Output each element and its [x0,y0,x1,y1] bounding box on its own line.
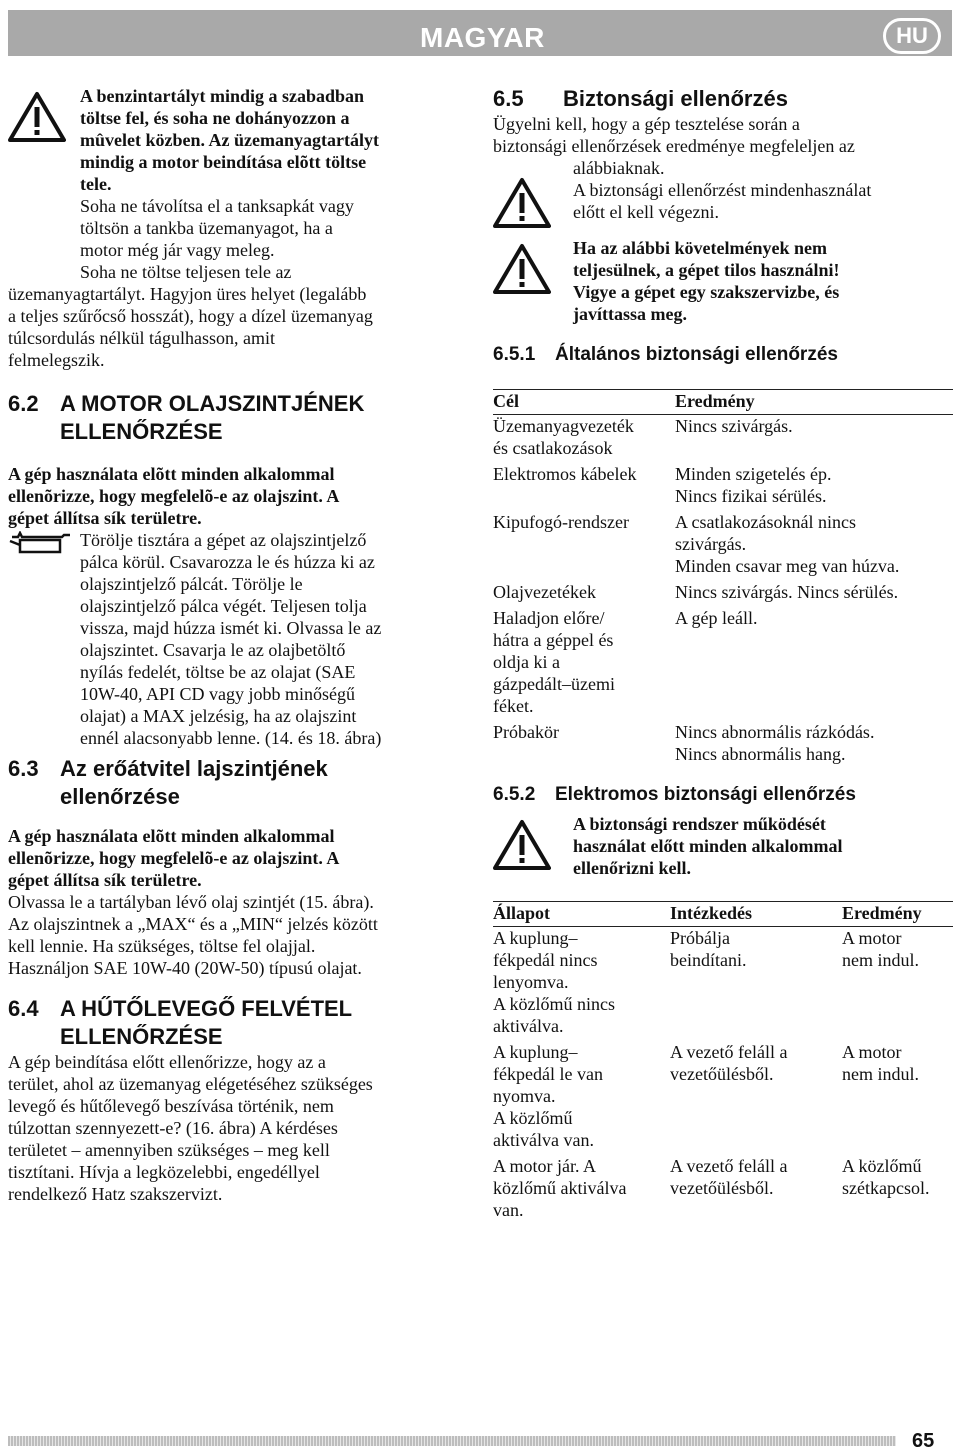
warning-bold-line: javíttassa meg. [573,304,687,324]
body-line: alábbiaknak. [573,158,665,178]
instruction-line: vissza, majd húzza ismét ki. Olvassa le az [80,618,382,638]
electric-safety-table [493,901,953,1225]
instruction-bold: ellenõrizze, hogy megfelelõ-e az olajszint. A [8,848,340,868]
warning-triangle-icon [493,177,551,229]
body-line: területet – amennyiben szükséges – meg kell [8,1140,330,1160]
body-line: tisztítani. Hívja a legközelebbi, engedéllyel [8,1162,320,1182]
warning-bold-line: mûvelet közben. Az üzemanyagtartályt [80,130,379,150]
table-row: Üzemanyagvezeték és csatlakozások Nincs szivárgás. [493,416,793,458]
page-header [8,10,952,56]
instruction-bold: gépet állítsa sík területre. [8,870,202,890]
instruction-bold: A gép használata elõtt minden alkalommal [8,464,335,484]
section-heading-6-2: 6.2 A MOTOR OLAJSZINTJÉNEK ELLENŐRZÉSE [8,391,365,444]
dipstick-icon [8,531,74,557]
body-line: Ügyelni kell, hogy a gép tesztelése során a [493,114,800,134]
dipstick-instruction [8,529,450,749]
section-heading-6-5-2: 6.5.2 Elektromos biztonsági ellenőrzés [493,784,856,805]
table-row: Elektromos kábelek Minden szigetelés ép. Nincs fizikai sérülés. [493,464,832,506]
body-line: a teljes szűrőcső hosszát), hogy a dízel üzemanyag [8,306,373,326]
table-row: A kuplung– fékpedál nincs lenyomva. A közlőmű nincs aktiválva. Próbálja beindítani. A motor nem indul. [493,928,919,1036]
warning-bold-line: A biztonsági rendszer működését [573,814,826,834]
body-line: üzemanyagtartályt. Hagyjon üres helyet (legalább [8,284,367,304]
left-column [8,85,450,1205]
fuel-warning [8,85,450,283]
col-header: Eredmény [842,902,953,927]
instruction-bold: A gép használata elõtt minden alkalommal [8,826,335,846]
instruction-bold: ellenõrizze, hogy megfelelõ-e az olajszint. A [8,486,340,506]
body-line: Az olajszintnek a „MAX“ és a „MIN“ jelzés között [8,914,378,934]
warning-text-line: előtt el kell végezni. [573,202,719,222]
right-column [493,85,953,1225]
warning-triangle-icon [493,243,551,295]
instruction-line: nyílás fedelét, töltse be az olajat (SAE [80,662,356,682]
body-line: rendelkező Hatz szakszervizt. [8,1184,223,1204]
instruction-bold: gépet állítsa sík területre. [8,508,202,528]
table-row: Haladjon előre/ hátra a géppel és oldja ki a gázpedált–üzemi féket. A gép leáll. [493,608,758,716]
warning-bold-line: Ha az alábbi követelmények nem [573,238,827,258]
instruction-line: 10W-40, API CD vagy jobb minőségű [80,684,355,704]
section-heading-6-3: 6.3 Az erőátvitel lajszintjének ellenőrzése [8,756,328,809]
header-language-title: MAGYAR [420,22,545,53]
warning-bold-line: teljesülnek, a gépet tilos használni! [573,260,840,280]
footer-bar [8,1436,896,1446]
electric-warning [493,807,953,879]
body-line: Használjon SAE 10W-40 (20W-50) típusú olajat. [8,958,362,978]
table-row: A motor jár. A közlőmű aktiválva van. A vezető feláll a vezetőülésből. A közlőmű szétkapcsol. [493,1156,930,1220]
body-line: levegő és hűtőlevegő beszívása történik, nem [8,1096,334,1116]
instruction-line: pálca körül. Csavarozza le és húzza ki az [80,552,375,572]
check-warnings [493,157,953,325]
body-line: biztonsági ellenőrzések eredménye megfeleljen az [493,136,855,156]
body-line: kell lennie. Ha szükséges, töltse fel olajjal. [8,936,316,956]
instruction-line: olajszintjelző pálca végét. Teljesen tolja [80,596,367,616]
warning-bold-line: A benzintartályt mindig a szabadban [80,86,365,106]
warning-bold-line: mindig a motor beindítása elõtt töltse [80,152,367,172]
table-row: A kuplung– fékpedál le van nyomva. A közlőmű aktiválva van. A vezető feláll a vezetőülésből. A motor nem indul. [493,1042,919,1150]
body-line: terület, ahol az üzemanyag elégetéséhez szükséges [8,1074,373,1094]
warning-text-line: Soha ne töltse teljesen tele az [80,262,292,282]
instruction-line: olajszintet. Csavarja le az olajbetöltő [80,640,346,660]
col-header: Intézkedés [670,902,842,927]
body-line: felmelegszik. [8,350,105,370]
body-line: Olvassa le a tartályban lévő olaj szintjét (15. ábra). [8,892,374,912]
instruction-line: olajat) a MAX jelzésig, ha az olajszint [80,706,357,726]
warning-bold-line: tele. [80,174,112,194]
warning-text-line: motor még jár vagy meleg. [80,240,275,260]
col-header: Állapot [493,902,670,927]
warning-triangle-icon [493,819,551,871]
warning-bold-line: használat előtt minden alkalommal [573,836,843,856]
warning-text-line: Soha ne távolítsa el a tanksapkát vagy [80,196,354,216]
instruction-line: ennél alacsonyabb lenne. (14. és 18. ábra) [80,728,382,748]
table-row: Kipufogó-rendszer A csatlakozásoknál nincs szivárgás. Minden csavar meg van húzva. [493,512,900,576]
page-number: 65 [912,1430,935,1452]
col-header: Cél [493,390,675,415]
warning-bold-line: töltse fel, és soha ne dohányozzon a [80,108,350,128]
table-row: Olajvezetékek Nincs szivárgás. Nincs sérülés. [493,582,899,602]
warning-bold-line: Vigye a gépet egy szakszervizbe, és [573,282,840,302]
instruction-line: Törölje tisztára a gépet az olajszintjelző [80,530,367,550]
table-row: Próbakör Nincs abnormális rázkódás. Nincs abnormális hang. [493,722,875,764]
instruction-line: olajszintjelző pálcát. Törölje le [80,574,303,594]
warning-bold-line: ellenőrizni kell. [573,858,691,878]
general-safety-table [493,389,953,769]
warning-triangle-icon [8,91,66,143]
body-line: A gép beindítása előtt ellenőrizze, hogy az a [8,1052,326,1072]
col-header: Eredmény [675,390,953,415]
section-heading-6-4: 6.4 A HŰTŐLEVEGŐ FELVÉTEL ELLENŐRZÉSE [8,996,353,1049]
language-badge: HU [883,18,941,54]
warning-text-line: töltsön a tankba üzemanyagot, ha a [80,218,333,238]
body-line: túlcsordulás nélkül tágulhasson, amit [8,328,275,348]
body-line: túlzottan szennyezett-e? (16. ábra) A kérdéses [8,1118,338,1138]
section-heading-6-5: 6.5 Biztonsági ellenőrzés [493,86,788,111]
warning-text-line: A biztonsági ellenőrzést mindenhasználat [573,180,872,200]
section-heading-6-5-1: 6.5.1 Általános biztonsági ellenőrzés [493,344,838,365]
